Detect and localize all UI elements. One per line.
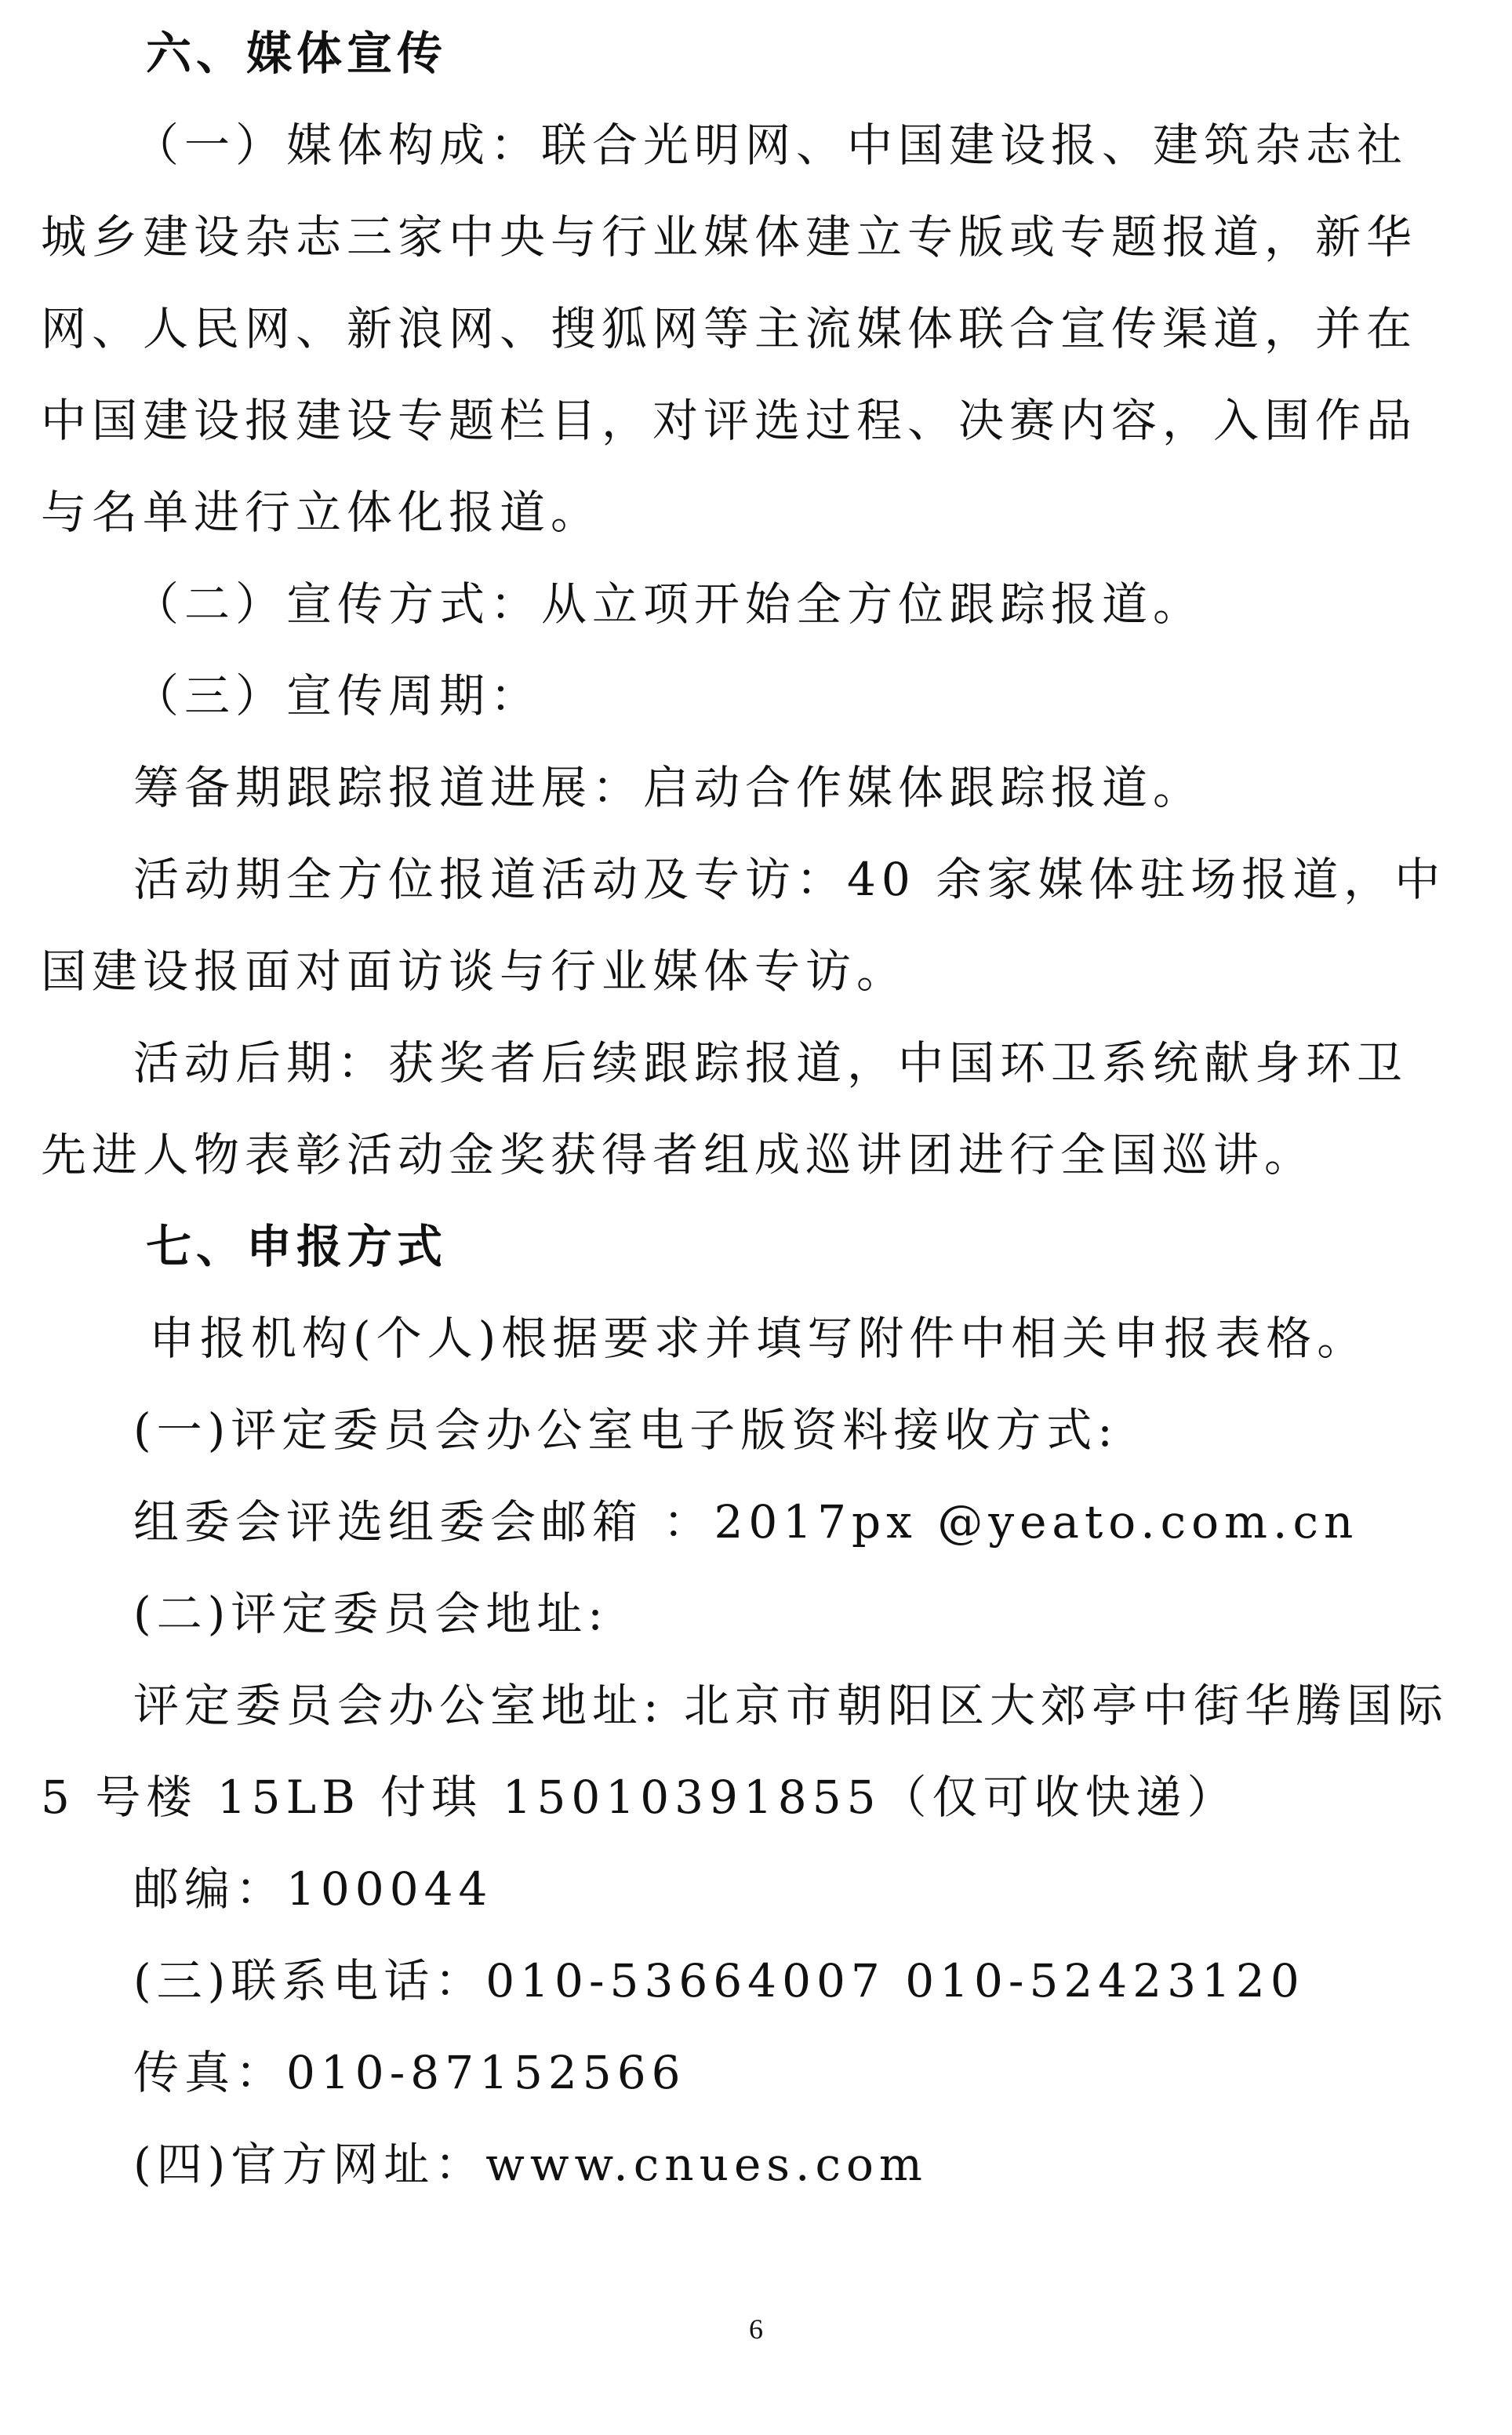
post-activity-line-2: 先进人物表彰活动金奖获得者组成巡讲团进行全国巡讲。 [41, 1128, 1316, 1181]
email-address: 组委会评选组委会邮箱 ：2017px @yeato.com.cn [133, 1495, 1359, 1549]
media-composition-line-1: （一）媒体构成：联合光明网、中国建设报、建筑杂志社 [133, 118, 1408, 172]
contact-phone: (三)联系电话：010-53664007 010-52423120 [133, 1954, 1305, 2007]
post-activity-line-1: 活动后期：获奖者后续跟踪报道，中国环卫系统献身环卫 [133, 1036, 1408, 1090]
page-number: 6 [749, 2313, 763, 2345]
application-intro: 申报机构(个人)根据要求并填写附件中相关申报表格。 [149, 1312, 1368, 1365]
address-line-2: 5 号楼 15LB 付琪 15010391855（仅可收快递） [41, 1771, 1238, 1824]
official-website: (四)官方网址：www.cnues.com [133, 2138, 928, 2191]
publicity-method: （二）宣传方式：从立项开始全方位跟踪报道。 [133, 577, 1205, 631]
preparation-period: 筹备期跟踪报道进展：启动合作媒体跟踪报道。 [133, 761, 1205, 814]
activity-period-line-2: 国建设报面对面访谈与行业媒体专访。 [41, 945, 908, 998]
section-7-heading: 七、申报方式 [146, 1220, 448, 1273]
address-line-1: 评定委员会办公室地址: 北京市朝阳区大郊亭中街华腾国际 [133, 1679, 1448, 1732]
postcode: 邮编：100044 [133, 1862, 493, 1916]
fax: 传真：010-87152566 [133, 2046, 686, 2099]
media-composition-line-4: 中国建设报建设专题栏目，对评选过程、决赛内容，入围作品 [41, 394, 1418, 447]
document-page [41, 8, 1477, 2211]
activity-period-line-1: 活动期全方位报道活动及专访：40 余家媒体驻场报道，中 [133, 853, 1446, 906]
email-title: (一)评定委员会办公室电子版资料接收方式: [133, 1403, 1118, 1457]
address-title: (二)评定委员会地址: [133, 1587, 609, 1640]
media-composition-line-2: 城乡建设杂志三家中央与行业媒体建立专版或专题报道，新华 [41, 210, 1418, 264]
publicity-period-title: （三）宣传周期： [133, 669, 542, 722]
section-6-heading: 六、媒体宣传 [146, 27, 448, 80]
media-composition-line-3: 网、人民网、新浪网、搜狐网等主流媒体联合宣传渠道，并在 [41, 302, 1418, 355]
media-composition-line-5: 与名单进行立体化报道。 [41, 486, 602, 539]
